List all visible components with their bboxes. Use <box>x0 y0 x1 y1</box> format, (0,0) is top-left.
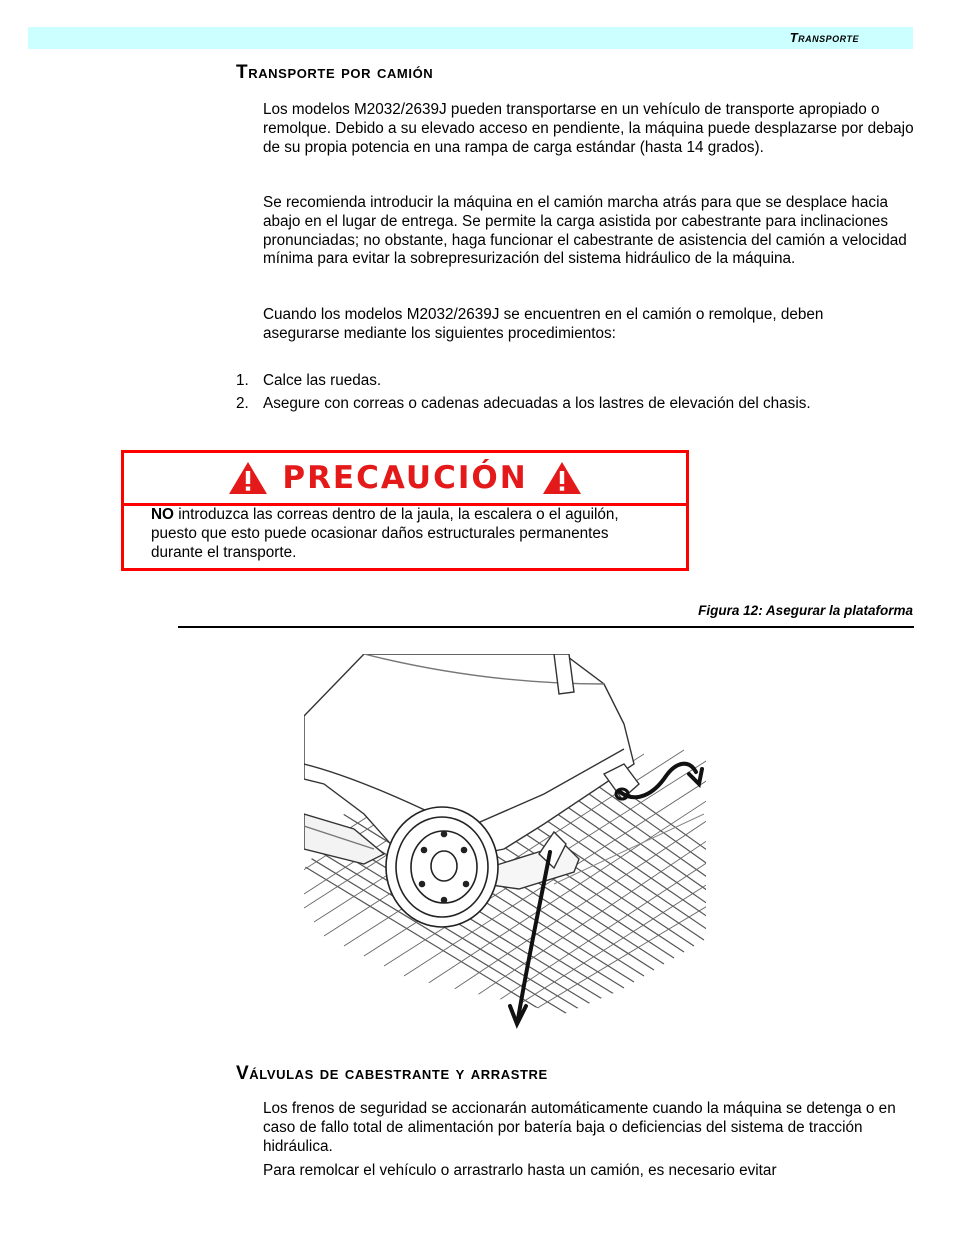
caution-heading: PRECAUCIÓN <box>282 460 528 496</box>
paragraph-brakes: Los frenos de seguridad se accionarán automáticamente cuando la máquina se detenga o en caso de fallo total de alimentación por batería baja o deficiencias del sistema de tracción hidráulica. <box>263 1100 896 1155</box>
warning-triangle-icon <box>228 461 268 495</box>
caution-emphasis: NO <box>151 506 174 523</box>
list-item-step-1 <box>236 372 381 391</box>
machine-chassis <box>304 654 704 889</box>
paragraph-loading: Se recomienda introducir la máquina en el camión marcha atrás para que se desplace hacia abajo en el lugar de entrega. Se permite la carga asistida por cabestrante para inclinaciones pronunciadas; no obstante, haga funcionar el cabestrante de asistencia del camión a velocidad mínima para evitar la sobrepresurización del sistema hidráulico de la máquina. <box>263 194 907 268</box>
header-title: Transporte <box>789 30 859 45</box>
step-number: 2. <box>236 395 249 412</box>
step-text: Asegure con correas o cadenas adecuadas a los lastres de elevación del chasis. <box>263 395 811 412</box>
caption-divider <box>178 626 914 628</box>
page-header-bar <box>28 27 913 49</box>
list-item-step-2 <box>236 395 811 414</box>
step-number: 1. <box>236 372 249 389</box>
section-title-winch-valves: Válvulas de cabestrante y arrastre <box>236 1063 548 1084</box>
paragraph-towing: Para remolcar el vehículo o arrastrarlo hasta un camión, es necesario evitar <box>263 1162 777 1179</box>
section-title-transport: Transporte por camión <box>236 62 434 83</box>
caution-text <box>151 505 651 562</box>
paragraph-intro: Los modelos M2032/2639J pueden transportarse en un vehículo de transporte apropiado o remolque. Debido a su elevado acceso en pendiente, la máquina puede desplazarse por debajo de su propia potencia en una rampa de carga estándar (hasta 14 grados). <box>263 101 914 156</box>
paragraph-securing: Cuando los modelos M2032/2639J se encuentren en el camión o remolque, deben asegurarse mediante los siguientes procedimientos: <box>263 306 824 342</box>
platform-securing-illustration <box>304 654 706 1034</box>
wheel <box>386 807 498 927</box>
caution-header <box>124 453 686 506</box>
warning-triangle-icon <box>542 461 582 495</box>
step-text: Calce las ruedas. <box>263 372 382 389</box>
caution-body: introduzca las correas dentro de la jaula, la escalera o el aguilón, puesto que esto puede ocasionar daños estructurales permanentes durante el transporte. <box>151 506 619 561</box>
caution-box <box>121 450 689 571</box>
figure-caption: Figura 12: Asegurar la plataforma <box>698 603 913 618</box>
